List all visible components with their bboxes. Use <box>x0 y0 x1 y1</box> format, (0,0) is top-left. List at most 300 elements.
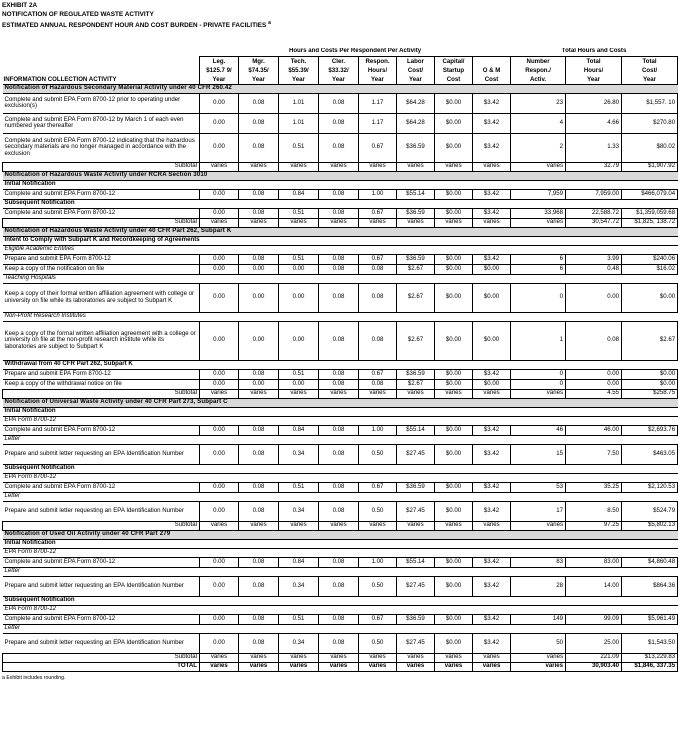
capital-startup-cost-cell: $0.00 <box>435 321 473 360</box>
subsection-header-row <box>3 539 678 548</box>
number-respondents-cell: 53 <box>511 482 566 492</box>
clerical-cell: varies <box>319 162 359 171</box>
activity-label: Complete and submit EPA Form 8700-12 indicating that the hazardous secondary materials are no longer managed in accordance with the exclusion <box>3 133 200 162</box>
section-header-row <box>3 227 678 236</box>
subtotal-label: Subtotal <box>3 162 200 171</box>
section-title: Notification of Universal Waste Activity under 40 CFR Part 273, Subpart C <box>3 398 678 407</box>
labor-cost-cell: $2.67 <box>397 264 435 274</box>
respondent-hours-cell: 1.17 <box>359 113 397 133</box>
technical-cell: 0.84 <box>279 557 319 567</box>
respondent-hours-cell: 0.08 <box>359 379 397 389</box>
om-cost-cell: $3.42 <box>473 614 511 624</box>
section-title: Notification of Used Oil Activity under 40 CFR Part 279 <box>3 530 678 539</box>
om-cost-cell: $3.42 <box>473 208 511 218</box>
om-cost-cell: varies <box>473 521 511 530</box>
technical-column-header <box>279 56 319 84</box>
clerical-cell: varies <box>319 653 359 662</box>
table-row <box>3 113 678 133</box>
legal-cell: 0.00 <box>200 321 239 360</box>
clerical-cell: 0.08 <box>319 133 359 162</box>
clerical-cell: 0.08 <box>319 264 359 274</box>
manager-cell: 0.08 <box>239 93 279 113</box>
clerical-cell: 0.08 <box>319 576 359 596</box>
table-row <box>3 633 678 653</box>
om-cost-cell: $3.42 <box>473 189 511 199</box>
header-line: $55.39/ <box>288 66 309 74</box>
om-cost-cell: $3.42 <box>473 576 511 596</box>
section-title: Notification of Hazardous Waste Activity under 40 CFR Part 262, Subpart K <box>3 227 678 236</box>
total-hours-cell: 0.48 <box>566 264 622 274</box>
labor-cost-cell: varies <box>397 389 435 398</box>
manager-cell: varies <box>239 521 279 530</box>
om-cost-cell: $3.42 <box>473 369 511 379</box>
respondent-hours-cell: 0.50 <box>359 501 397 521</box>
number-respondents-cell: 83 <box>511 557 566 567</box>
legal-cell: 0.00 <box>200 189 239 199</box>
activity-label: Prepare and submit EPA Form 8700-12 <box>3 369 200 379</box>
activity-label: Prepare and submit letter requesting an EPA Identification Number <box>3 576 200 596</box>
labor-cost-cell: varies <box>397 662 435 671</box>
total-hours-cell: 0.08 <box>566 321 622 360</box>
subcategory-title: EPA Form 8700-12 <box>3 416 678 425</box>
subsection-title: Subsequent Notification <box>3 464 678 473</box>
technical-cell: 0.00 <box>279 379 319 389</box>
total-group-header: Total Hours and Costs <box>561 47 627 55</box>
manager-cell: 0.08 <box>239 208 279 218</box>
number-respondents-cell: varies <box>511 162 566 171</box>
labor-cost-cell: $2.67 <box>397 283 435 312</box>
capital-startup-cost-cell: $0.00 <box>435 379 473 389</box>
legal-cell: 0.00 <box>200 425 239 435</box>
capital-startup-cost-cell: varies <box>435 653 473 662</box>
respondent-hours-cell: 0.67 <box>359 254 397 264</box>
manager-cell: 0.08 <box>239 482 279 492</box>
subcategory-row <box>3 605 678 614</box>
section-header-row <box>3 398 678 407</box>
capital-startup-cost-cell: varies <box>435 389 473 398</box>
header-line: Startup <box>442 66 465 74</box>
capital-startup-cost-cell: $0.00 <box>435 254 473 264</box>
total-hours-cell: 7.50 <box>566 444 622 464</box>
technical-cell: 1.01 <box>279 93 319 113</box>
number-respondents-cell: varies <box>511 653 566 662</box>
subcategory-title: Letter <box>3 567 678 576</box>
header-line: Year <box>409 75 422 83</box>
subsection-header-row <box>3 199 678 208</box>
clerical-cell: varies <box>319 662 359 671</box>
respondent-hours-cell: 0.08 <box>359 321 397 360</box>
subtotal-row <box>3 162 678 171</box>
respondent-hours-cell: 0.67 <box>359 482 397 492</box>
number-respondents-cell: 149 <box>511 614 566 624</box>
header-line: Hours/ <box>583 66 604 74</box>
subcategory-row <box>3 245 678 254</box>
info-collection-activity-header: INFORMATION COLLECTION ACTIVITY <box>3 75 117 83</box>
legal-cell: 0.00 <box>200 133 239 162</box>
total-cost-cell: $2,120.53 <box>622 482 678 492</box>
manager-cell: 0.08 <box>239 133 279 162</box>
total-hours-cell: 35.25 <box>566 482 622 492</box>
subtotal-row <box>3 218 678 227</box>
total-hours-cell: 46.00 <box>566 425 622 435</box>
om-cost-cell: $3.42 <box>473 254 511 264</box>
table-row <box>3 557 678 567</box>
respondent-hours-cell: 0.50 <box>359 576 397 596</box>
technical-cell: varies <box>279 162 319 171</box>
clerical-cell: varies <box>319 218 359 227</box>
total-hours-cell: 4.55 <box>566 389 622 398</box>
total-hours-cell: 4.66 <box>566 113 622 133</box>
number-respondents-cell: 2 <box>511 133 566 162</box>
legal-cell: varies <box>200 218 239 227</box>
subsection-title: Subsequent Notification <box>3 596 678 605</box>
header-line: Year <box>587 75 600 83</box>
respondent-hours-cell: 0.67 <box>359 369 397 379</box>
subcategory-title: Letter <box>3 492 678 501</box>
manager-cell: 0.08 <box>239 557 279 567</box>
capital-startup-cost-cell: $0.00 <box>435 113 473 133</box>
capital-startup-cost-cell: varies <box>435 218 473 227</box>
section-header-row <box>3 171 678 180</box>
table-row <box>3 576 678 596</box>
capital-startup-cost-cell: $0.00 <box>435 614 473 624</box>
subtotal-label: Subtotal <box>3 653 200 662</box>
total-hours-cell: 97.25 <box>566 521 622 530</box>
capital-startup-cost-cell: $0.00 <box>435 133 473 162</box>
om-cost-cell: $3.42 <box>473 482 511 492</box>
legal-cell: varies <box>200 389 239 398</box>
header-line: Capital/ <box>442 57 465 65</box>
clerical-cell: 0.08 <box>319 501 359 521</box>
subtotal-row <box>3 521 678 530</box>
column-group-header-row <box>3 48 678 57</box>
om-cost-cell: varies <box>473 162 511 171</box>
total-cost-cell: $466,079.04 <box>622 189 678 199</box>
header-line: Year <box>212 75 226 83</box>
clerical-cell: 0.08 <box>319 321 359 360</box>
subcategory-title: Teaching Hospitals <box>3 274 678 283</box>
subcategory-title: Letter <box>3 435 678 444</box>
respondent-hours-cell: 0.50 <box>359 444 397 464</box>
header-line: Cost/ <box>641 66 658 74</box>
technical-cell: varies <box>279 662 319 671</box>
legal-cell: 0.00 <box>200 557 239 567</box>
activity-label: Keep a copy of the withdrawal notice on file <box>3 379 200 389</box>
header-line: Hours/ <box>367 66 388 74</box>
respondent-hours-cell: varies <box>359 218 397 227</box>
labor-cost-cell: varies <box>397 653 435 662</box>
manager-cell: 0.08 <box>239 254 279 264</box>
total-cost-cell: $13,229.83 <box>622 653 678 662</box>
header-line: Mgr. <box>252 57 265 65</box>
number-respondents-cell: varies <box>511 662 566 671</box>
manager-cell: 0.08 <box>239 614 279 624</box>
labor-cost-cell: $27.45 <box>397 633 435 653</box>
respondent-hours-cell: 0.08 <box>359 264 397 274</box>
technical-cell: 0.51 <box>279 482 319 492</box>
legal-cell: 0.00 <box>200 379 239 389</box>
total-cost-cell: $5,961.49 <box>622 614 678 624</box>
total-hours-cell: 0.00 <box>566 369 622 379</box>
om-cost-cell: $3.42 <box>473 633 511 653</box>
om-cost-cell: $0.00 <box>473 321 511 360</box>
table-row <box>3 444 678 464</box>
section-header-row <box>3 84 678 93</box>
technical-cell: 0.34 <box>279 576 319 596</box>
om-cost-cell: varies <box>473 218 511 227</box>
labor-cost-cell: $2.67 <box>397 379 435 389</box>
number-respondents-cell: 50 <box>511 633 566 653</box>
technical-cell: 0.51 <box>279 254 319 264</box>
table-row <box>3 254 678 264</box>
capital-startup-cost-cell: $0.00 <box>435 208 473 218</box>
total-hours-cell: 99.09 <box>566 614 622 624</box>
capital-startup-cost-cell: $0.00 <box>435 444 473 464</box>
header-line: Total <box>586 57 601 65</box>
header-line: Cost/ <box>407 66 424 74</box>
subcategory-row <box>3 435 678 444</box>
manager-cell: 0.08 <box>239 189 279 199</box>
total-cost-cell: $16.02 <box>622 264 678 274</box>
technical-cell: 0.51 <box>279 614 319 624</box>
technical-cell: 0.34 <box>279 501 319 521</box>
om-cost-cell: $3.42 <box>473 113 511 133</box>
technical-cell: 0.84 <box>279 425 319 435</box>
exhibit-title: NOTIFICATION OF REGULATED WASTE ACTIVITY <box>2 10 154 18</box>
table-row <box>3 425 678 435</box>
subcategory-row <box>3 567 678 576</box>
respondent-hours-cell: 0.67 <box>359 614 397 624</box>
respondent-hours-cell: varies <box>359 662 397 671</box>
technical-cell: 0.34 <box>279 633 319 653</box>
om-cost-cell: $0.00 <box>473 379 511 389</box>
labor-cost-cell: $27.45 <box>397 501 435 521</box>
respondent-hours-cell: 0.67 <box>359 133 397 162</box>
number-respondents-column-header <box>511 56 566 84</box>
labor-cost-cell: $36.59 <box>397 208 435 218</box>
manager-cell: 0.00 <box>239 321 279 360</box>
total-cost-cell: $864.36 <box>622 576 678 596</box>
manager-cell: 0.08 <box>239 113 279 133</box>
subtotal-row <box>3 389 678 398</box>
subcategory-title: EPA Form 8700-12 <box>3 605 678 614</box>
labor-cost-cell: $36.59 <box>397 482 435 492</box>
subcategory-title: Letter <box>3 624 678 633</box>
capital-startup-cost-cell: varies <box>435 662 473 671</box>
header-line: $33.32/ <box>328 66 349 74</box>
manager-cell: varies <box>239 653 279 662</box>
capital-startup-cost-cell: $0.00 <box>435 425 473 435</box>
technical-cell: varies <box>279 653 319 662</box>
total-hours-cell: 83.00 <box>566 557 622 567</box>
section-header-row <box>3 530 678 539</box>
total-hours-cell: 0.00 <box>566 283 622 312</box>
header-line: Leg. <box>212 57 226 65</box>
legal-cell: 0.00 <box>200 482 239 492</box>
subsection-header-row <box>3 596 678 605</box>
capital-startup-cost-cell: varies <box>435 162 473 171</box>
subsection-header-row <box>3 236 678 245</box>
subcategory-row <box>3 492 678 501</box>
subtotal-label: Subtotal <box>3 521 200 530</box>
om-cost-cell: varies <box>473 662 511 671</box>
total-cost-cell: $4,860.48 <box>622 557 678 567</box>
number-respondents-cell: 15 <box>511 444 566 464</box>
activity-label: Complete and submit EPA Form 8700-12 <box>3 189 200 199</box>
exhibit-number: EXHIBIT 2A <box>2 2 38 9</box>
capital-startup-cost-cell: $0.00 <box>435 633 473 653</box>
number-respondents-cell: 1 <box>511 321 566 360</box>
number-respondents-cell: 46 <box>511 425 566 435</box>
manager-cell: 0.08 <box>239 425 279 435</box>
subtotal-label: Subtotal <box>3 218 200 227</box>
number-respondents-cell: 0 <box>511 369 566 379</box>
capital-startup-cost-cell: $0.00 <box>435 264 473 274</box>
total-cost-cell: $2,693.76 <box>622 425 678 435</box>
technical-cell: varies <box>279 218 319 227</box>
total-cost-cell: $5,802.13 <box>622 521 678 530</box>
number-respondents-cell: 0 <box>511 379 566 389</box>
total-hours-cell: 30,547.72 <box>566 218 622 227</box>
header-line: Activ. <box>529 75 547 83</box>
subsection-title: Initial Notification <box>3 539 678 548</box>
om-cost-cell: $0.00 <box>473 283 511 312</box>
labor-cost-cell: varies <box>397 218 435 227</box>
total-hours-cell: 14.00 <box>566 576 622 596</box>
total-cost-cell: $270.80 <box>622 113 678 133</box>
total-cost-cell: $1,846, 337.35 <box>622 662 678 671</box>
total-cost-cell: $2.67 <box>622 321 678 360</box>
total-cost-cell: $524.79 <box>622 501 678 521</box>
clerical-cell: 0.08 <box>319 379 359 389</box>
header-line: Cost <box>446 75 461 83</box>
respondent-hours-cell: varies <box>359 521 397 530</box>
subtitle-footnote-marker: a <box>268 20 271 26</box>
total-cost-cell: $0.00 <box>622 379 678 389</box>
capital-startup-cost-cell: $0.00 <box>435 482 473 492</box>
labor-cost-cell: $55.14 <box>397 557 435 567</box>
table-row <box>3 321 678 360</box>
total-hours-cell: 3.99 <box>566 254 622 264</box>
subcategory-row <box>3 274 678 283</box>
manager-cell: varies <box>239 162 279 171</box>
legal-cell: 0.00 <box>200 369 239 379</box>
activity-label: Complete and submit EPA Form 8700-12 prior to operating under exclusion(s) <box>3 93 200 113</box>
subsection-title: Subsequent Notification <box>3 199 678 208</box>
footnote: a Exhibit includes rounding. <box>2 674 66 681</box>
technical-cell: varies <box>279 389 319 398</box>
total-cost-column-header <box>622 56 678 84</box>
capital-startup-cost-cell: $0.00 <box>435 501 473 521</box>
respondent-hours-cell: varies <box>359 162 397 171</box>
legal-cell: varies <box>200 162 239 171</box>
manager-cell: 0.00 <box>239 264 279 274</box>
manager-column-header <box>239 56 279 84</box>
activity-label: Complete and submit EPA Form 8700-12 <box>3 614 200 624</box>
subcategory-row <box>3 312 678 321</box>
subcategory-title: EPA Form 8700-12 <box>3 548 678 557</box>
number-respondents-cell: 6 <box>511 264 566 274</box>
total-cost-cell: $258.75 <box>622 389 678 398</box>
header-line: Respon./ <box>525 66 551 74</box>
clerical-cell: 0.08 <box>319 254 359 264</box>
activity-label: Prepare and submit EPA Form 8700-12 <box>3 254 200 264</box>
subsection-header-row <box>3 464 678 473</box>
subcategory-title: EPA Form 8700-12 <box>3 473 678 482</box>
table-row <box>3 283 678 312</box>
capital-startup-cost-cell: varies <box>435 521 473 530</box>
respondent-hours-cell: varies <box>359 389 397 398</box>
total-row <box>3 662 678 671</box>
respondent-hours-cell: 0.50 <box>359 633 397 653</box>
total-hours-column-header <box>566 56 622 84</box>
activity-label: Complete and submit EPA Form 8700-12 <box>3 557 200 567</box>
section-title: Notification of Hazardous Secondary Material Activity under 40 CFR 260.42 <box>3 84 678 93</box>
legal-cell: varies <box>200 653 239 662</box>
number-respondents-cell: 17 <box>511 501 566 521</box>
manager-cell: varies <box>239 218 279 227</box>
respondent-hours-column-header <box>359 56 397 84</box>
om-cost-cell: $3.42 <box>473 501 511 521</box>
activity-label: Keep a copy of their formal written affiliation agreement with college or university on file while its laboratories are subject to Subpart K <box>3 283 200 312</box>
om-cost-cell: $3.42 <box>473 133 511 162</box>
number-respondents-cell: 33,968 <box>511 208 566 218</box>
labor-cost-cell: $27.45 <box>397 444 435 464</box>
legal-cell: varies <box>200 662 239 671</box>
technical-cell: 0.34 <box>279 444 319 464</box>
clerical-cell: 0.08 <box>319 189 359 199</box>
om-cost-cell: $3.42 <box>473 93 511 113</box>
total-hours-cell: 0.00 <box>566 379 622 389</box>
subsection-title: Initial Notification <box>3 180 678 189</box>
header-line: O & M <box>482 66 501 74</box>
total-cost-cell: $240.06 <box>622 254 678 264</box>
header-line: Respon. <box>365 57 390 65</box>
legal-cell: 0.00 <box>200 208 239 218</box>
number-respondents-cell: 23 <box>511 93 566 113</box>
activity-label: Complete and submit EPA Form 8700-12 <box>3 208 200 218</box>
activity-label: Complete and submit EPA Form 8700-12 by March 1 of each even numbered year thereafter <box>3 113 200 133</box>
technical-cell: 0.51 <box>279 369 319 379</box>
legal-column-header <box>200 56 239 84</box>
respondent-hours-cell: 1.00 <box>359 557 397 567</box>
total-hours-cell: 22,588.72 <box>566 208 622 218</box>
total-hours-cell: 30,903.40 <box>566 662 622 671</box>
number-respondents-cell: 6 <box>511 254 566 264</box>
clerical-column-header <box>319 56 359 84</box>
om-cost-cell: varies <box>473 389 511 398</box>
activity-label: Complete and submit EPA Form 8700-12 <box>3 425 200 435</box>
header-line: $125.7 9/ <box>206 66 232 74</box>
technical-cell: 0.00 <box>279 321 319 360</box>
subcategory-title: Non-Profit Research Institutes <box>3 312 678 321</box>
burden-table <box>2 48 678 672</box>
labor-cost-cell: $36.59 <box>397 133 435 162</box>
table-row <box>3 264 678 274</box>
labor-cost-cell: $36.59 <box>397 614 435 624</box>
respondent-hours-cell: varies <box>359 653 397 662</box>
total-cost-cell: $463.05 <box>622 444 678 464</box>
clerical-cell: 0.08 <box>319 208 359 218</box>
total-cost-cell: $1,359,059.68 <box>622 208 678 218</box>
legal-cell: 0.00 <box>200 264 239 274</box>
technical-cell: 0.51 <box>279 208 319 218</box>
labor-cost-cell: $36.59 <box>397 254 435 264</box>
number-respondents-cell: varies <box>511 218 566 227</box>
header-line: Labor <box>407 57 424 65</box>
technical-cell: 0.84 <box>279 189 319 199</box>
activity-label: Prepare and submit letter requesting an EPA Identification Number <box>3 444 200 464</box>
